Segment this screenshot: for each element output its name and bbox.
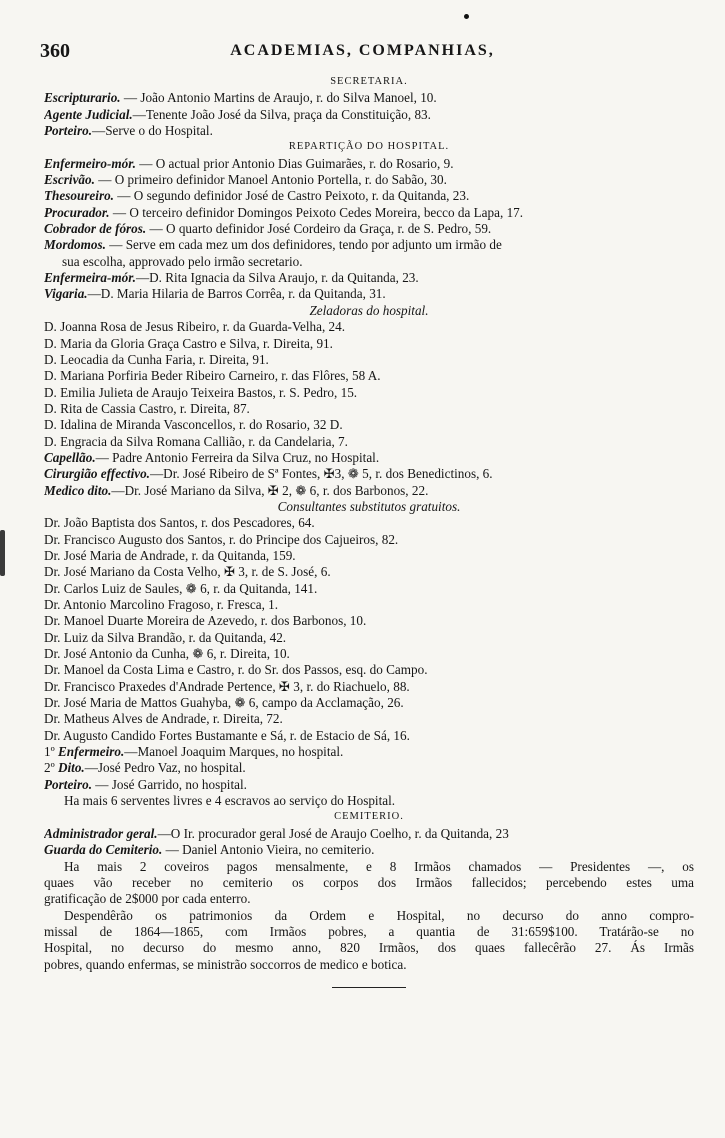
list-item: Dr. Carlos Luiz de Saules, ❁ 6, r. da Quitanda, 141. [44,580,318,596]
list-item: Dr. Francisco Praxedes d'Andrade Pertence, ✠ 3, r. do Riachuelo, 88. [44,678,410,694]
list-item: D. Engracia da Silva Romana Callião, r. da Candelaria, 7. [44,433,348,449]
list-item: Dr. Augusto Candido Fortes Bustamante e Sá, r. de Estacio de Sá, 16. [44,727,410,743]
entry-line: Enfermeiro-mór. — O actual prior Antonio Dias Guimarães, r. do Rosario, 9. [44,155,454,171]
paragraph-line: Hospital, no decurso do mesmo anno, 820 Irmãos, dos quaes fallecêrão 27. Ás Irmãs [44,940,694,956]
list-item: Dr. Matheus Alves de Andrade, r. Direita, 72. [44,711,283,727]
entry-line: Administrador geral.—O Ir. procurador geral José de Araujo Coelho, r. da Quitanda, 23 [44,825,509,841]
list-item: Dr. José Maria de Mattos Guahyba, ❁ 6, campo da Acclamação, 26. [44,695,404,711]
list-item: Dr. João Baptista dos Santos, r. dos Pescadores, 64. [44,515,315,531]
list-item: Dr. Antonio Marcolino Fragoso, r. Fresca, 1. [44,597,279,612]
list-item: Dr. Manoel da Costa Lima e Castro, r. do Sr. dos Passos, esq. do Campo. [44,662,428,678]
list-item: Dr. Manoel Duarte Moreira de Azevedo, r. dos Barbonos, 10. [44,613,367,629]
entry-line: 2º Dito.—José Pedro Vaz, no hospital. [44,760,246,776]
list-item: D. Emilia Julieta de Araujo Teixeira Bastos, r. S. Pedro, 15. [44,384,358,400]
list-item: Dr. José Antonio da Cunha, ❁ 6, r. Direita, 10. [44,646,290,662]
closing-rule [332,987,406,988]
paragraph-line: missal de 1864—1865, com Irmãos pobres, a quantia de 31:659$100. Tratárão-se no [44,923,694,939]
paragraph-line: Ha mais 2 coveiros pagos mensalmente, e 8 Irmãos chamados — Presidentes —, os [64,858,694,874]
entry-line: Porteiro.—Serve o do Hospital. [44,123,213,139]
section-heading-secretaria: SECRETARIA. [330,76,408,87]
list-item: D. Mariana Porfiria Beder Ribeiro Carneiro, r. das Flôres, 58 A. [44,368,381,384]
print-speck [464,14,469,19]
entry-line: Porteiro. — José Garrido, no hospital. [44,776,247,792]
entry-line: Thesoureiro. — O segundo definidor José de Castro Peixoto, r. da Quitanda, 23. [44,188,470,204]
entry-continuation: sua escolha, approvado pelo irmão secretario. [62,253,303,269]
paragraph-line: Despendêrão os patrimonios da Ordem e Hospital, no decurso do anno compro- [64,907,694,923]
section-heading-hospital: REPARTIÇÃO DO HOSPITAL. [288,141,450,153]
entry-line: Guarda do Cemiterio. — Daniel Antonio Vieira, no cemiterio. [44,842,375,858]
list-item: D. Rita de Cassia Castro, r. Direita, 87. [44,400,250,416]
entry-line: Capellão.— Padre Antonio Ferreira da Silva Cruz, no Hospital. [44,449,380,465]
paragraph-line: gratificação de 2$000 por cada enterro. [44,891,251,907]
running-head: ACADEMIAS, COMPANHIAS, [230,42,495,59]
list-item: D. Idalina de Miranda Vasconcellos, r. do Rosario, 32 D. [44,417,343,433]
entry-line: Vigaria.—D. Maria Hilaria de Barros Corrêa, r. da Quitanda, 31. [44,286,386,302]
entry-line: Agente Judicial.—Tenente João José da Silva, praça da Constituição, 83. [44,106,431,122]
subheading-zeladoras: Zeladoras do hospital. [309,302,429,318]
entry-line: Procurador. — O terceiro definidor Domingos Peixoto Cedes Moreira, becco da Lapa, 17. [44,204,524,220]
entry-line: Enfermeira-mór.—D. Rita Ignacia da Silva Araujo, r. da Quitanda, 23. [44,270,419,286]
entry-line: Escrivão. — O primeiro definidor Manoel Antonio Portella, r. do Sabão, 30. [44,172,447,188]
serventes-note: Ha mais 6 serventes livres e 4 escravos ao serviço do Hospital. [64,793,396,809]
entry-line: Medico dito.—Dr. José Mariano da Silva, ✠ 2, ❁ 6, r. dos Barbonos, 22. [44,482,429,498]
margin-binding-mark [0,530,5,576]
list-item: Dr. José Mariano da Costa Velho, ✠ 3, r. de S. José, 6. [44,564,331,580]
list-item: Dr. Francisco Augusto dos Santos, r. do Principe dos Cajueiros, 82. [44,531,399,547]
paragraph-line: quaes vão receber no cemiterio os corpos dos Irmãos fallecidos; percebendo estes uma [44,874,694,890]
list-item: D. Maria da Gloria Graça Castro e Silva, r. Direita, 91. [44,335,333,351]
list-item: D. Joanna Rosa de Jesus Ribeiro, r. da Guarda-Velha, 24. [44,319,346,335]
entry-line: Escripturario. — João Antonio Martins de Araujo, r. do Silva Manoel, 10. [44,90,437,106]
paragraph-line: pobres, quando enfermas, se ministrão soccorros de medico e botica. [44,956,407,972]
page-number: 360 [40,40,70,62]
list-item: D. Leocadia da Cunha Faria, r. Direita, 91. [44,351,269,367]
list-item: Dr. José Maria de Andrade, r. da Quitanda, 159. [44,547,296,563]
section-heading-cemiterio: CEMITERIO. [334,811,404,823]
entry-line: Mordomos. — Serve em cada mez um dos definidores, tendo por adjunto um irmão de [44,237,502,253]
subheading-consultantes: Consultantes substitutos gratuitos. [277,498,461,514]
page-content [44,74,694,988]
entry-line: Cirurgião effectivo.—Dr. José Ribeiro de Sª Fontes, ✠3, ❁ 5, r. dos Benedictinos, 6. [44,466,493,482]
entry-line: 1º Enfermeiro.—Manoel Joaquim Marques, no hospital. [44,744,344,760]
entry-line: Cobrador de fóros. — O quarto definidor José Cordeiro da Graça, r. de S. Pedro, 59. [44,221,492,237]
list-item: Dr. Luiz da Silva Brandão, r. da Quitanda, 42. [44,629,287,645]
